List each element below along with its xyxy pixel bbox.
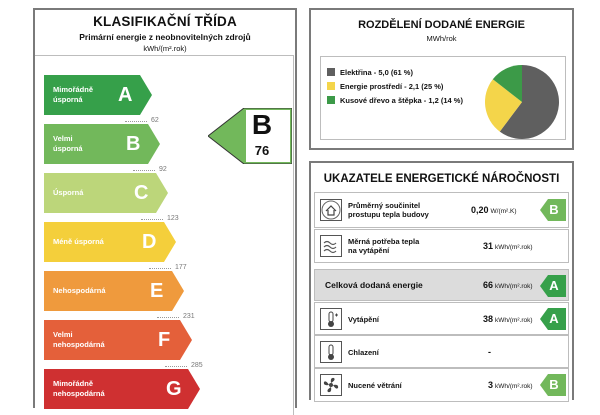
legend-item-environment: [327, 81, 443, 91]
class-boundary-value: 231: [183, 313, 195, 320]
class-boundary-value: 177: [175, 264, 187, 271]
classification-subtitle: Primární energie z neobnovitelných zdrojů: [79, 32, 251, 42]
thermometer-icon: [320, 308, 342, 330]
legend-label: Kusové dřevo a štěpka - 1,2 (14 %): [340, 95, 463, 105]
legend-swatch: [327, 96, 335, 104]
class-letter: C: [134, 182, 149, 204]
classification-panel: [33, 8, 297, 408]
fan-icon: [320, 374, 342, 396]
indicator-row-heat-demand: [314, 229, 569, 263]
indicator-row-total-energy: [314, 269, 569, 301]
indicator-value: 38 kWh/(m².rok): [483, 314, 533, 324]
indicator-label: Měrná potřeba tepla na vytápění: [348, 237, 420, 255]
class-arrow-f: [44, 320, 192, 360]
indicator-label: Vytápění: [348, 315, 379, 324]
class-arrow-d: [44, 222, 176, 262]
energy-split-unit: MWh/rok: [426, 34, 457, 43]
class-badge-letter: A: [549, 311, 559, 326]
indicators-title: UKAZATELE ENERGETICKÉ NÁROČNOSTI: [323, 173, 560, 185]
class-badge-letter: B: [549, 377, 559, 392]
heat-waves-icon: [320, 235, 342, 257]
energy-split-legend: [320, 56, 566, 140]
energy-split-title: ROZDĚLENÍ DODANÉ ENERGIE: [358, 19, 525, 31]
class-name-label: Nehospodárná: [53, 286, 106, 295]
class-badge-letter: B: [549, 202, 559, 217]
class-boundary: [165, 362, 225, 370]
class-letter: F: [158, 329, 171, 351]
legend-label: Elektřina - 5,0 (61 %): [340, 67, 413, 77]
class-name-label: Mimořádně nehospodárná: [53, 379, 105, 398]
legend-item-wood: [327, 95, 463, 105]
class-letter: D: [142, 231, 157, 253]
indicator-row-heating: [314, 302, 569, 335]
indicator-value: 31 kWh/(m².rok): [483, 241, 533, 251]
indicator-label: Chlazení: [348, 348, 379, 357]
class-name-label: Mimořádně úsporná: [53, 85, 94, 104]
class-arrow-g: [44, 369, 200, 409]
indicator-label: Celková dodaná energie: [325, 280, 423, 290]
indicators-panel: [309, 161, 574, 400]
indicator-value: 3 kWh/(m².rok): [488, 380, 533, 390]
class-name-label: Velmi úsporná: [53, 134, 83, 153]
class-letter: B: [126, 133, 141, 155]
class-arrow-e: [44, 271, 184, 311]
class-letter: G: [166, 378, 182, 400]
indicator-value: -: [488, 347, 491, 357]
indicator-value: 66 kWh/(m².rok): [483, 280, 533, 290]
indicator-label: Nucené větrání: [348, 381, 402, 390]
class-letter: A: [118, 84, 133, 106]
indicator-row-cooling: [314, 335, 569, 368]
class-boundary: [149, 264, 209, 272]
class-boundary-value: 92: [159, 166, 167, 173]
class-boundary: [133, 166, 193, 174]
class-arrow-a: [44, 75, 152, 115]
class-boundary-value: 62: [151, 117, 159, 124]
indicator-value: 0,20 W/(m².K): [471, 205, 517, 215]
class-name-label: Velmi nehospodárná: [53, 330, 105, 349]
legend-swatch: [327, 68, 335, 76]
thermometer-icon: [320, 341, 342, 363]
energy-split-panel: [309, 8, 574, 150]
class-arrow-b: [44, 124, 160, 164]
class-letter: E: [150, 280, 164, 302]
class-arrow-c: [44, 173, 168, 213]
class-boundary: [125, 117, 185, 125]
class-name-label: Méně úsporná: [53, 237, 104, 246]
class-boundary-value: 285: [191, 362, 203, 369]
indicator-label: Průměrný součinitel prostupu tepla budovy: [348, 201, 429, 219]
classification-title: KLASIFIKAČNÍ TŘÍDA: [93, 14, 237, 29]
class-boundary-value: 123: [167, 215, 179, 222]
class-name-label: Úsporná: [53, 188, 84, 197]
classification-unit: kWh/(m².rok): [143, 44, 187, 53]
rating-value: 76: [254, 143, 270, 158]
house-icon: [320, 199, 342, 221]
legend-label: Energie prostředí - 2,1 (25 %): [340, 81, 444, 91]
class-badge-letter: A: [549, 278, 559, 293]
legend-swatch: [327, 82, 335, 90]
rating-class-letter: B: [251, 109, 273, 140]
indicator-row-u-value: [314, 192, 569, 228]
indicator-row-ventilation: [314, 368, 569, 402]
energy-pie-chart: [484, 64, 560, 140]
class-boundary: [157, 313, 217, 321]
class-boundary: [141, 215, 201, 223]
legend-item-electricity: [327, 67, 413, 77]
